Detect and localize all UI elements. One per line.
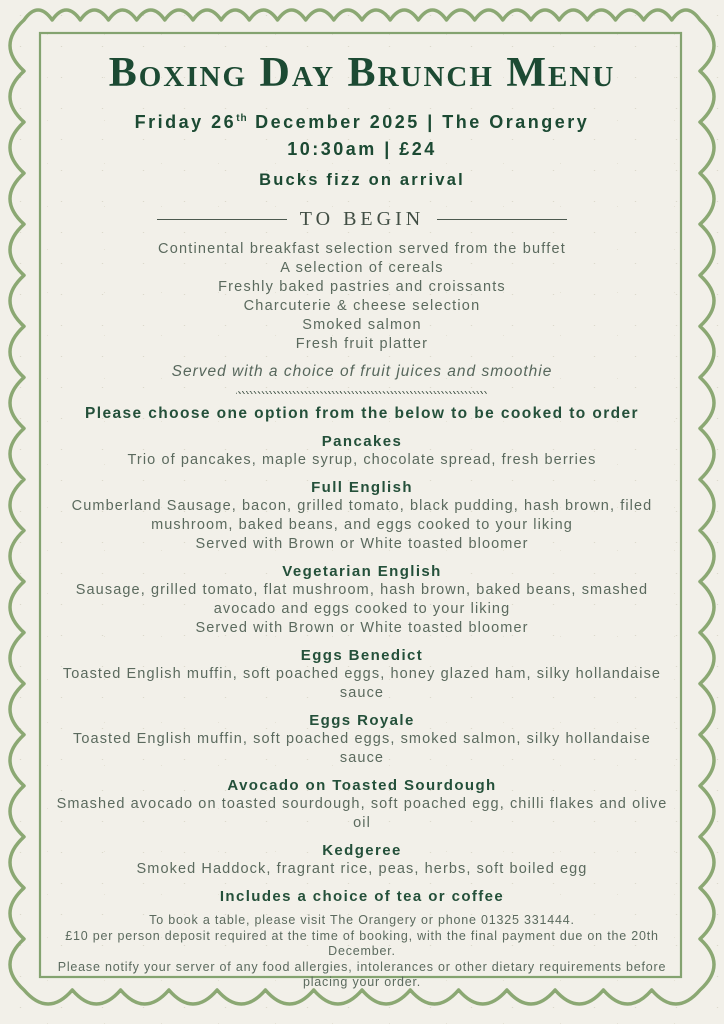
dish-name: Pancakes xyxy=(321,433,403,450)
buffet-item: Continental breakfast selection served from the buffet xyxy=(158,241,566,257)
choose-instruction: Please choose one option from the below to be cooked to order xyxy=(85,405,639,422)
dish-name: Avocado on Toasted Sourdough xyxy=(227,777,497,794)
dish-description: Toasted English muffin, soft poached eggs, smoked salmon, silky hollandaise sauce xyxy=(73,731,651,766)
dish-eggs-royale xyxy=(56,711,668,768)
dish-kedgeree xyxy=(56,841,668,879)
buffet-item: Fresh fruit platter xyxy=(295,336,429,352)
dish-description: Smashed avocado on toasted sourdough, soft poached egg, chilli flakes and olive oil xyxy=(56,796,668,831)
buffet-item: Smoked salmon xyxy=(302,317,422,333)
allergy-line: Please notify your server of any food allergies, intolerances or other dietary requirements before placing your order. xyxy=(57,959,667,989)
menu-title: Boxing Day Brunch Menu xyxy=(108,50,616,96)
dish-serving-line: Served with Brown or White toasted bloomer xyxy=(195,620,529,636)
heading-rule-left xyxy=(157,219,287,220)
dish-vegetarian-english xyxy=(56,562,668,638)
menu-content xyxy=(56,0,668,991)
buffet-list xyxy=(56,240,668,354)
menu-time-price: 10:30am | £24 xyxy=(287,139,437,159)
date-venue-text: December 2025 | The Orangery xyxy=(247,112,590,132)
dish-description: Sausage, grilled tomato, flat mushroom, hash brown, baked beans, smashed avocado and eggs cooked to your liking xyxy=(75,582,649,617)
section-divider xyxy=(236,391,488,394)
menu-date-venue xyxy=(56,107,668,134)
date-text: Friday 26 xyxy=(134,112,237,132)
dish-name: Eggs Royale xyxy=(309,712,415,729)
buffet-item: Charcuterie & cheese selection xyxy=(243,298,481,314)
dish-serving-line: Served with Brown or White toasted bloomer xyxy=(195,536,529,552)
dish-full-english xyxy=(56,478,668,554)
booking-info xyxy=(56,913,668,991)
date-ordinal: th xyxy=(236,113,248,124)
dish-description: Smoked Haddock, fragrant rice, peas, herbs, soft boiled egg xyxy=(136,861,588,877)
dish-name: Full English xyxy=(311,479,413,496)
to-begin-heading-label: TO BEGIN xyxy=(299,208,425,230)
deposit-line: £10 per person deposit required at the time of booking, with the final payment due on the 20th December. xyxy=(65,928,659,958)
includes-note: Includes a choice of tea or coffee xyxy=(219,888,505,905)
dish-pancakes xyxy=(56,432,668,470)
dish-description: Cumberland Sausage, bacon, grilled tomato, black pudding, hash brown, filed mushroom, baked beans, and eggs cooked to your liking xyxy=(71,498,653,533)
dish-name: Eggs Benedict xyxy=(300,647,424,664)
dish-name: Kedgeree xyxy=(322,842,402,859)
heading-rule-right xyxy=(437,219,567,220)
arrival-note: Bucks fizz on arrival xyxy=(259,171,465,189)
dish-eggs-benedict xyxy=(56,646,668,703)
dish-name: Vegetarian English xyxy=(282,563,442,580)
serving-note: Served with a choice of fruit juices and smoothie xyxy=(171,363,553,380)
dish-description: Toasted English muffin, soft poached eggs, honey glazed ham, silky hollandaise sauce xyxy=(62,666,662,701)
to-begin-heading xyxy=(56,206,668,232)
dish-description: Trio of pancakes, maple syrup, chocolate spread, fresh berries xyxy=(127,452,597,468)
booking-line: To book a table, please visit The Orangery or phone 01325 331444. xyxy=(149,913,575,927)
buffet-item: Freshly baked pastries and croissants xyxy=(218,279,506,295)
dish-avocado-sourdough xyxy=(56,776,668,833)
buffet-item: A selection of cereals xyxy=(280,260,444,276)
